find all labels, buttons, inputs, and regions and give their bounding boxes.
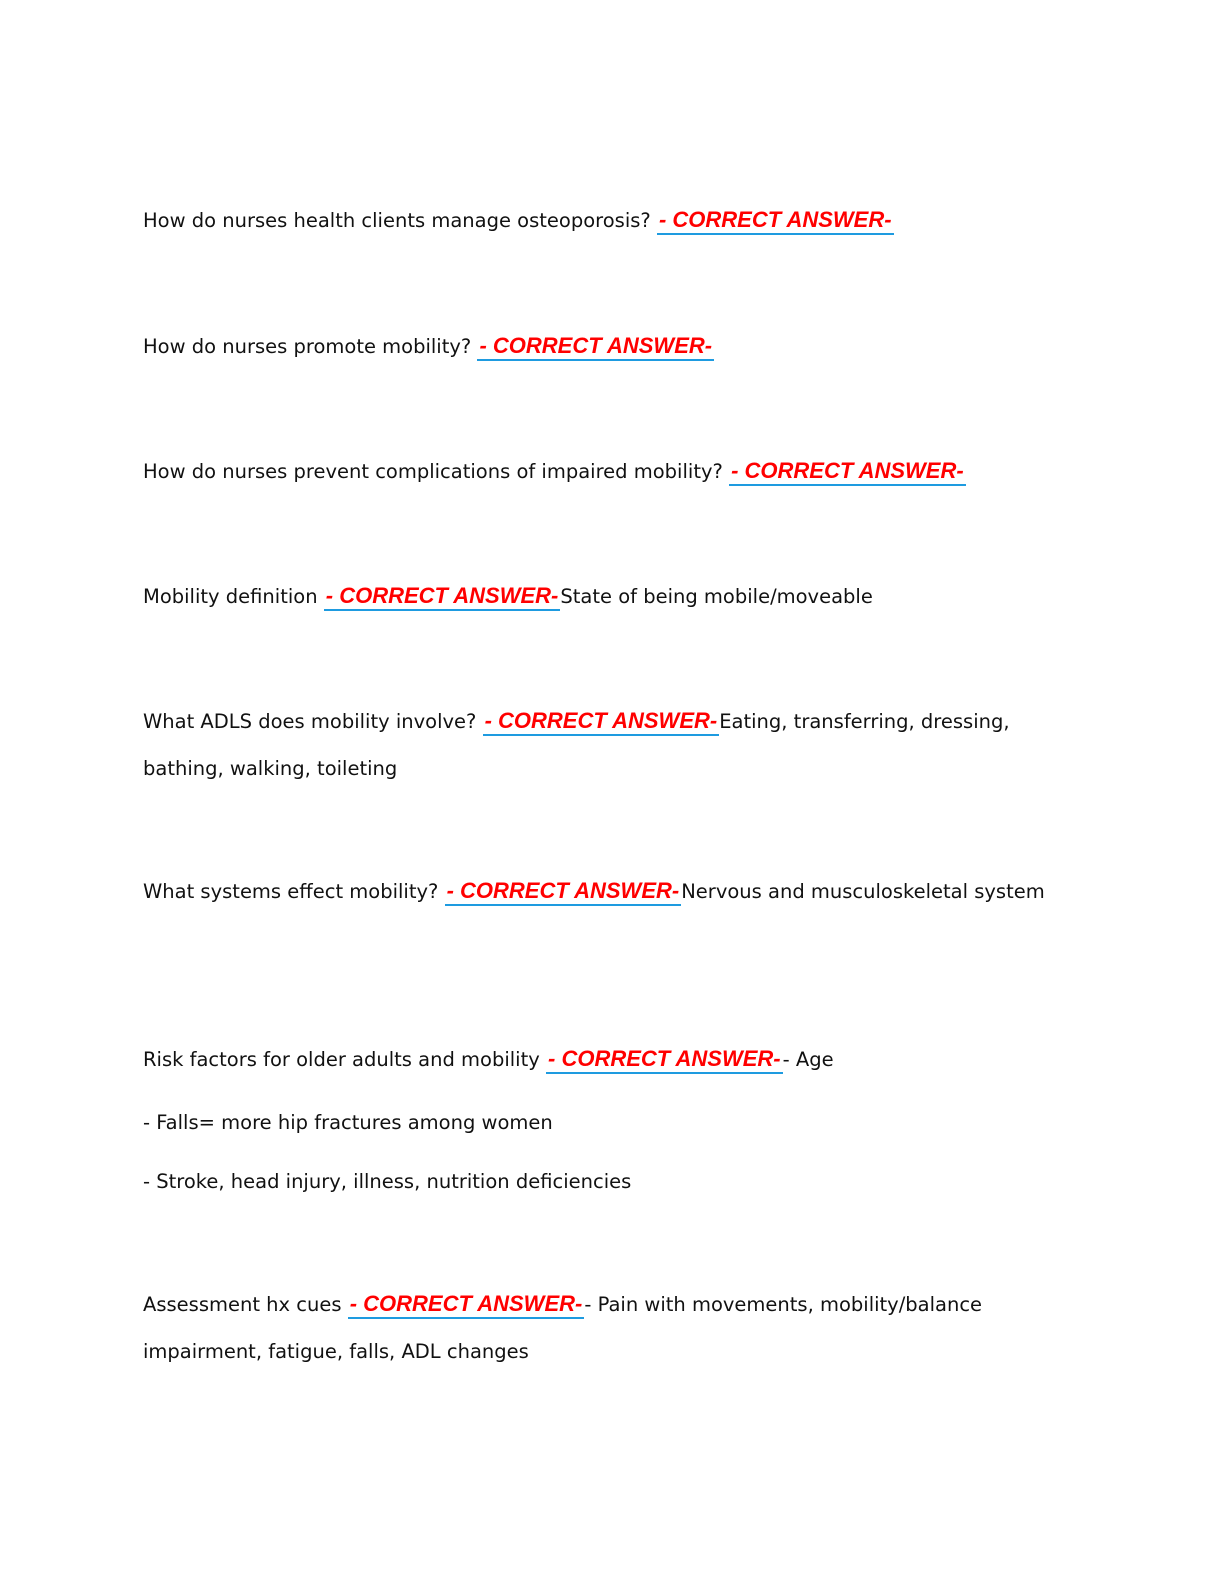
question-text: Assessment hx cues (143, 1293, 342, 1316)
qa-item-5 (143, 697, 1063, 792)
question-text: Mobility definition (143, 585, 318, 608)
qa-item-1 (143, 196, 1063, 244)
correct-answer-marker: - CORRECT ANSWER- (729, 458, 966, 486)
question-text: How do nurses health clients manage osteoporosis? (143, 209, 651, 232)
answer-text: Nervous and musculoskeletal system (681, 880, 1045, 903)
correct-answer-marker: - CORRECT ANSWER- (445, 878, 682, 906)
question-text: How do nurses promote mobility? (143, 335, 472, 358)
qa-item-2 (143, 322, 1063, 370)
correct-answer-marker: - CORRECT ANSWER- (348, 1291, 585, 1319)
qa-item-3 (143, 447, 1063, 495)
qa-item-6 (143, 867, 1063, 915)
answer-text: - Age (782, 1048, 834, 1071)
correct-answer-marker: - CORRECT ANSWER- (546, 1046, 783, 1074)
risk-sub-item-2: - Stroke, head injury, illness, nutrition deficiencies (143, 1170, 632, 1193)
qa-item-7 (143, 1035, 1063, 1083)
answer-text: State of being mobile/moveable (560, 585, 873, 608)
qa-item-4 (143, 572, 1063, 620)
risk-sub-item-1: - Falls= more hip fractures among women (143, 1111, 553, 1134)
correct-answer-marker: - CORRECT ANSWER- (477, 333, 714, 361)
correct-answer-marker: - CORRECT ANSWER- (324, 583, 561, 611)
question-text: What systems effect mobility? (143, 880, 439, 903)
correct-answer-marker: - CORRECT ANSWER- (657, 207, 894, 235)
correct-answer-marker: - CORRECT ANSWER- (483, 708, 720, 736)
answer-text: Eating, transferring, dressing, bathing, walking, toileting (143, 710, 1010, 780)
qa-item-8 (143, 1280, 1063, 1375)
question-text: What ADLS does mobility involve? (143, 710, 477, 733)
question-text: Risk factors for older adults and mobility (143, 1048, 540, 1071)
answer-text: - Pain with movements, mobility/balance impairment, fatigue, falls, ADL changes (143, 1293, 983, 1363)
question-text: How do nurses prevent complications of impaired mobility? (143, 460, 723, 483)
